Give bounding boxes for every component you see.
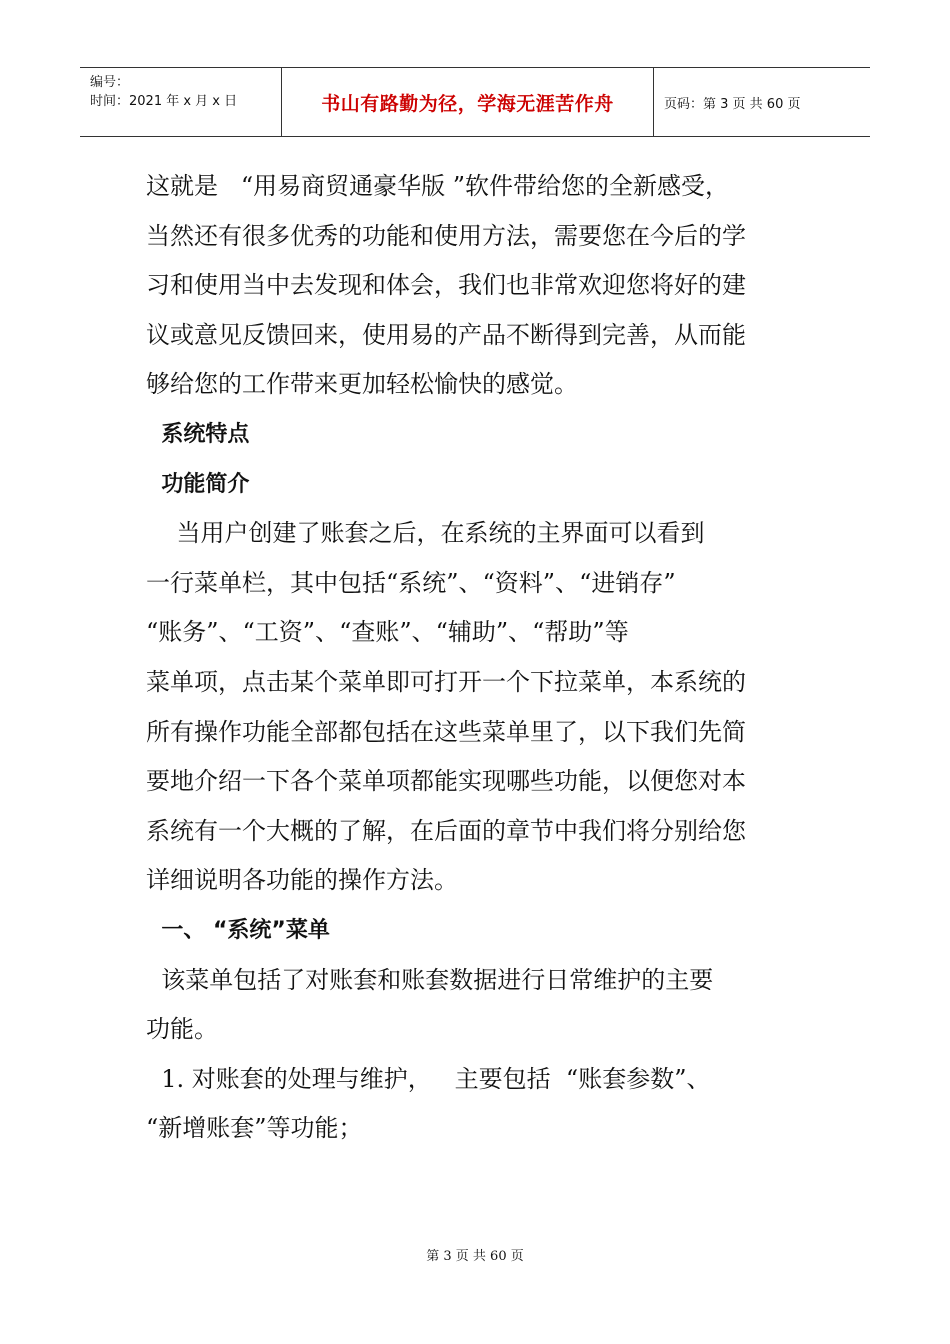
section-heading-system-menu: 一、 “系统”菜单 xyxy=(146,917,330,943)
body-line: “新增账套”等功能； xyxy=(146,1114,363,1143)
body-line: 一行菜单栏，其中包括“系统”、“资料”、“进销存” xyxy=(146,568,676,597)
header-meta xyxy=(80,68,282,136)
body-line: “账务”、“工资”、“查账”、“辅助”、“帮助”等 xyxy=(146,618,629,647)
section-heading-features: 系统特点 xyxy=(146,421,250,447)
document-body xyxy=(146,162,826,1154)
body-line: 习和使用当中去发现和体会，我们也非常欢迎您将好的建 xyxy=(146,271,746,300)
body-line: 所有操作功能全部都包括在这些菜单里了，以下我们先简 xyxy=(146,717,746,746)
body-line: 功能。 xyxy=(146,1015,218,1044)
page-header xyxy=(80,67,870,137)
page-footer: 第 3 页 共 60 页 xyxy=(426,1249,524,1264)
body-line: 该菜单包括了对账套和账套数据进行日常维护的主要 xyxy=(146,965,714,994)
body-line: 当然还有很多优秀的功能和使用方法，需要您在今后的学 xyxy=(146,221,746,250)
section-heading-intro: 功能简介 xyxy=(146,471,250,497)
body-line: 议或意见反馈回来，使用易的产品不断得到完善，从而能 xyxy=(146,320,746,349)
body-line: 菜单项，点击某个菜单即可打开一个下拉菜单，本系统的 xyxy=(146,667,746,696)
body-line: 当用户创建了账套之后，在系统的主界面可以看到 xyxy=(146,519,705,548)
list-item: 1. 对账套的处理与维护， 主要包括 “账套参数”、 xyxy=(146,1064,711,1093)
document-date: 时间：2021 年 x 月 x 日 xyxy=(90,94,238,109)
document-number-label: 编号： xyxy=(90,75,130,90)
body-line: 系统有一个大概的了解，在后面的章节中我们将分别给您 xyxy=(146,816,746,845)
body-line: 详细说明各功能的操作方法。 xyxy=(146,866,458,895)
header-motto: 书山有路勤为径，学海无涯苦作舟 xyxy=(321,92,614,115)
header-motto-cell xyxy=(282,68,654,136)
body-line: 这就是 “用易商贸通豪华版 ”软件带给您的全新感受， xyxy=(146,172,730,200)
header-page-info: 页码：第 3 页 共 60 页 xyxy=(664,96,801,112)
body-line: 要地介绍一下各个菜单项都能实现哪些功能，以便您对本 xyxy=(146,767,746,796)
body-line: 够给您的工作带来更加轻松愉快的感觉。 xyxy=(146,370,578,399)
